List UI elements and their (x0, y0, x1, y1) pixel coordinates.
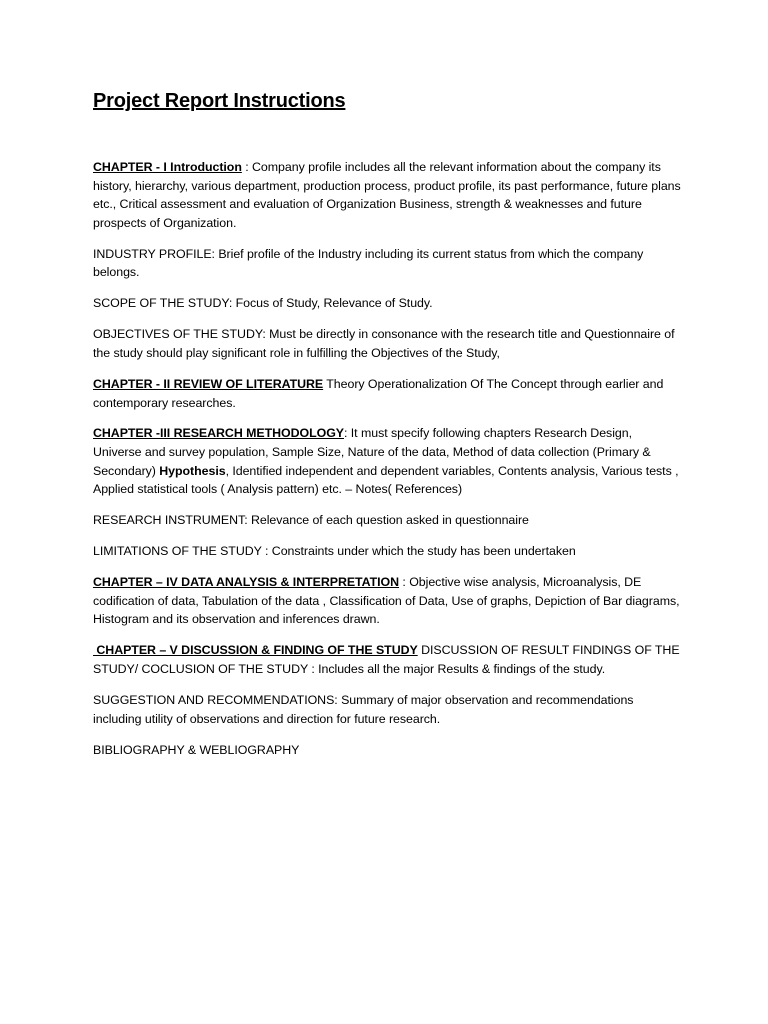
objectives-paragraph: OBJECTIVES OF THE STUDY: Must be directly in consonance with the research title and Questionnaire of the study should play significant role in fulfilling the Objectives of the Study, (93, 327, 675, 360)
bibliography-paragraph: BIBLIOGRAPHY & WEBLIOGRAPHY (93, 742, 300, 757)
chapter-5-text: DISCUSSION OF RESULT FINDINGS OF THE STUDY/ COCLUSION OF THE STUDY : Includes all the major Results & findings of the study. (93, 643, 680, 676)
chapter-2-text: Theory Operationalization Of The Concept through earlier and contemporary researches. (93, 376, 664, 410)
limitations-paragraph: LIMITATIONS OF THE STUDY : Constraints under which the study has been undertaken (93, 544, 576, 559)
chapter-1-heading: CHAPTER - I Introduction (93, 160, 242, 174)
chapter-2-paragraph (93, 375, 683, 412)
scope-paragraph: SCOPE OF THE STUDY: Focus of Study, Relevance of Study. (93, 296, 433, 311)
chapter-5-paragraph (93, 641, 683, 678)
document-page (93, 88, 683, 772)
chapter-4-text: : Objective wise analysis, Microanalysis, DE codification of data, Tabulation of the data , Classification of Data, Use of graphs, Depiction of Bar diagrams, Histogram and its observation and inferences drawn. (93, 575, 680, 627)
suggestions-paragraph: SUGGESTION AND RECOMMENDATIONS: Summary of major observation and recommendations including utility of observations and direction for future research. (93, 692, 634, 726)
chapter-1-text: : Company profile includes all the relevant information about the company its history, hierarchy, various department, production process, product profile, its past performance, future plans etc., Critical assessment and evaluation of Organization Business, strength & weaknesses and future prospects of Organization. (93, 160, 681, 230)
document-title: Project Report Instructions (93, 90, 346, 112)
chapter-3-text-after: , Identified independent and dependent variables, Contents analysis, Various tests , Applied statistical tools ( Analysis pattern) etc. – Notes( References) (93, 463, 679, 497)
chapter-2-heading: CHAPTER - II REVIEW OF LITERATURE (93, 376, 324, 391)
chapter-4-heading: CHAPTER – IV DATA ANALYSIS & INTERPRETATION (93, 575, 400, 590)
chapter-3-text-before: : It must specify following chapters Research Design, Universe and survey population, Sample Size, Nature of the data, Method of data collection (Primary & Secondary) (93, 426, 651, 478)
chapter-3-paragraph (93, 424, 683, 498)
chapter-1-paragraph (93, 158, 683, 232)
chapter-4-paragraph (93, 573, 683, 629)
chapter-5-heading: CHAPTER – V DISCUSSION & FINDING OF THE STUDY (93, 643, 418, 658)
hypothesis-bold-word: Hypothesis (159, 463, 226, 478)
research-instrument-paragraph: RESEARCH INSTRUMENT: Relevance of each question asked in questionnaire (93, 513, 529, 528)
industry-profile-paragraph: INDUSTRY PROFILE: Brief profile of the Industry including its current status from which the company belongs. (93, 246, 644, 280)
chapter-3-heading: CHAPTER -III RESEARCH METHODOLOGY (93, 426, 344, 441)
